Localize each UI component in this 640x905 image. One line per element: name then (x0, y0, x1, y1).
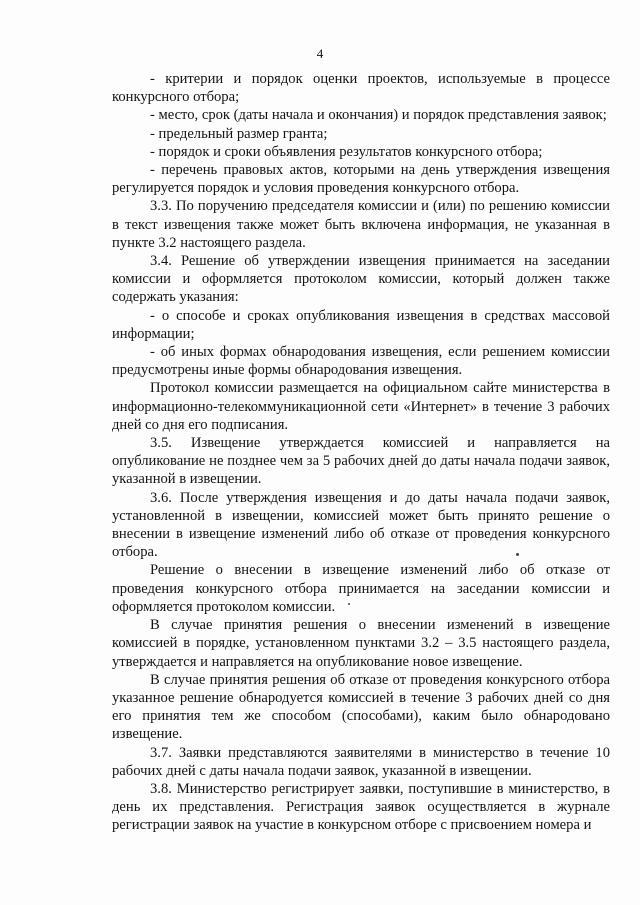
scan-speck (516, 553, 519, 556)
clause-3-4: 3.4. Решение об утверждении извещения принимается на заседании комиссии и оформляется протоколом комиссии, который должен также содержать указания: (112, 253, 610, 306)
paragraph-new-notice: В случае принятия решения о внесении изменений в извещение комиссией в порядке, установленном пунктами 3.2 – 3.5 настоящего раздела, утверждается и направляется на опубликование новое извещение. (112, 617, 610, 670)
paragraph-amendment-decision: Решение о внесении в извещение изменений либо об отказе от проведения конкурсного отбора принимается на заседании комиссии и оформляется протоколом комиссии. (112, 562, 610, 615)
clause-3-3: 3.3. По поручению председателя комиссии и (или) по решению комиссии в текст извещения также может быть включена информация, не указанная в пункте 3.2 настоящего раздела. (112, 198, 610, 251)
clause-3-6: 3.6. После утверждения извещения и до даты начала подачи заявок, установленной в извещении, комиссией может быть принято решение о внесении в извещение изменений либо об отказе от проведения конкурсного отбора. (112, 489, 610, 561)
scan-speck (348, 603, 350, 605)
list-item-criteria: - критерии и порядок оценки проектов, используемые в процессе конкурсного отбора; (112, 71, 610, 106)
list-item-place-and-dates: - место, срок (даты начала и окончания) и порядок представления заявок; (150, 107, 607, 124)
list-item-publication-method: - о способе и сроках опубликования извещения в средствах массовой информации; (112, 307, 610, 342)
clause-3-5: 3.5. Извещение утверждается комиссией и направляется на опубликование не позднее чем за 5 рабочих дней до даты начала подачи заявок, указанной в извещении. (112, 435, 610, 488)
list-item-results-announcement: - порядок и сроки объявления результатов конкурсного отбора; (150, 143, 543, 160)
list-item-grant-size: - предельный размер гранта; (150, 125, 328, 142)
list-item-other-forms: - об иных формах обнародования извещения, если решением комиссии предусмотрены иные формы обнародования извещения. (112, 344, 610, 379)
document-body (112, 70, 610, 835)
clause-3-8: 3.8. Министерство регистрирует заявки, поступившие в министерство, в день их представления. Регистрация заявок осуществляется в журнале регистрации заявок на участие в конкурсном отборе с присвоением номера и (112, 780, 610, 834)
list-item-legal-acts: - перечень правовых актов, которыми на день утверждения извещения регулируется порядок и условия проведения конкурсного отбора. (112, 162, 610, 197)
clause-3-7: 3.7. Заявки представляются заявителями в министерство в течение 10 рабочих дней с даты начала подачи заявок, указанной в извещении. (112, 744, 610, 779)
paragraph-protocol-posting: Протокол комиссии размещается на официальном сайте министерства в информационно-телекоммуникационной сети «Интернет» в течение 3 рабочих дней со дня его подписания. (112, 380, 610, 433)
page-number: 4 (316, 46, 324, 61)
paragraph-cancellation: В случае принятия решения об отказе от проведения конкурсного отбора указанное решение обнародуется комиссией в течение 3 рабочих дней со дня его принятия тем же способом (способами), каким было обнародовано извещение. (112, 671, 610, 743)
